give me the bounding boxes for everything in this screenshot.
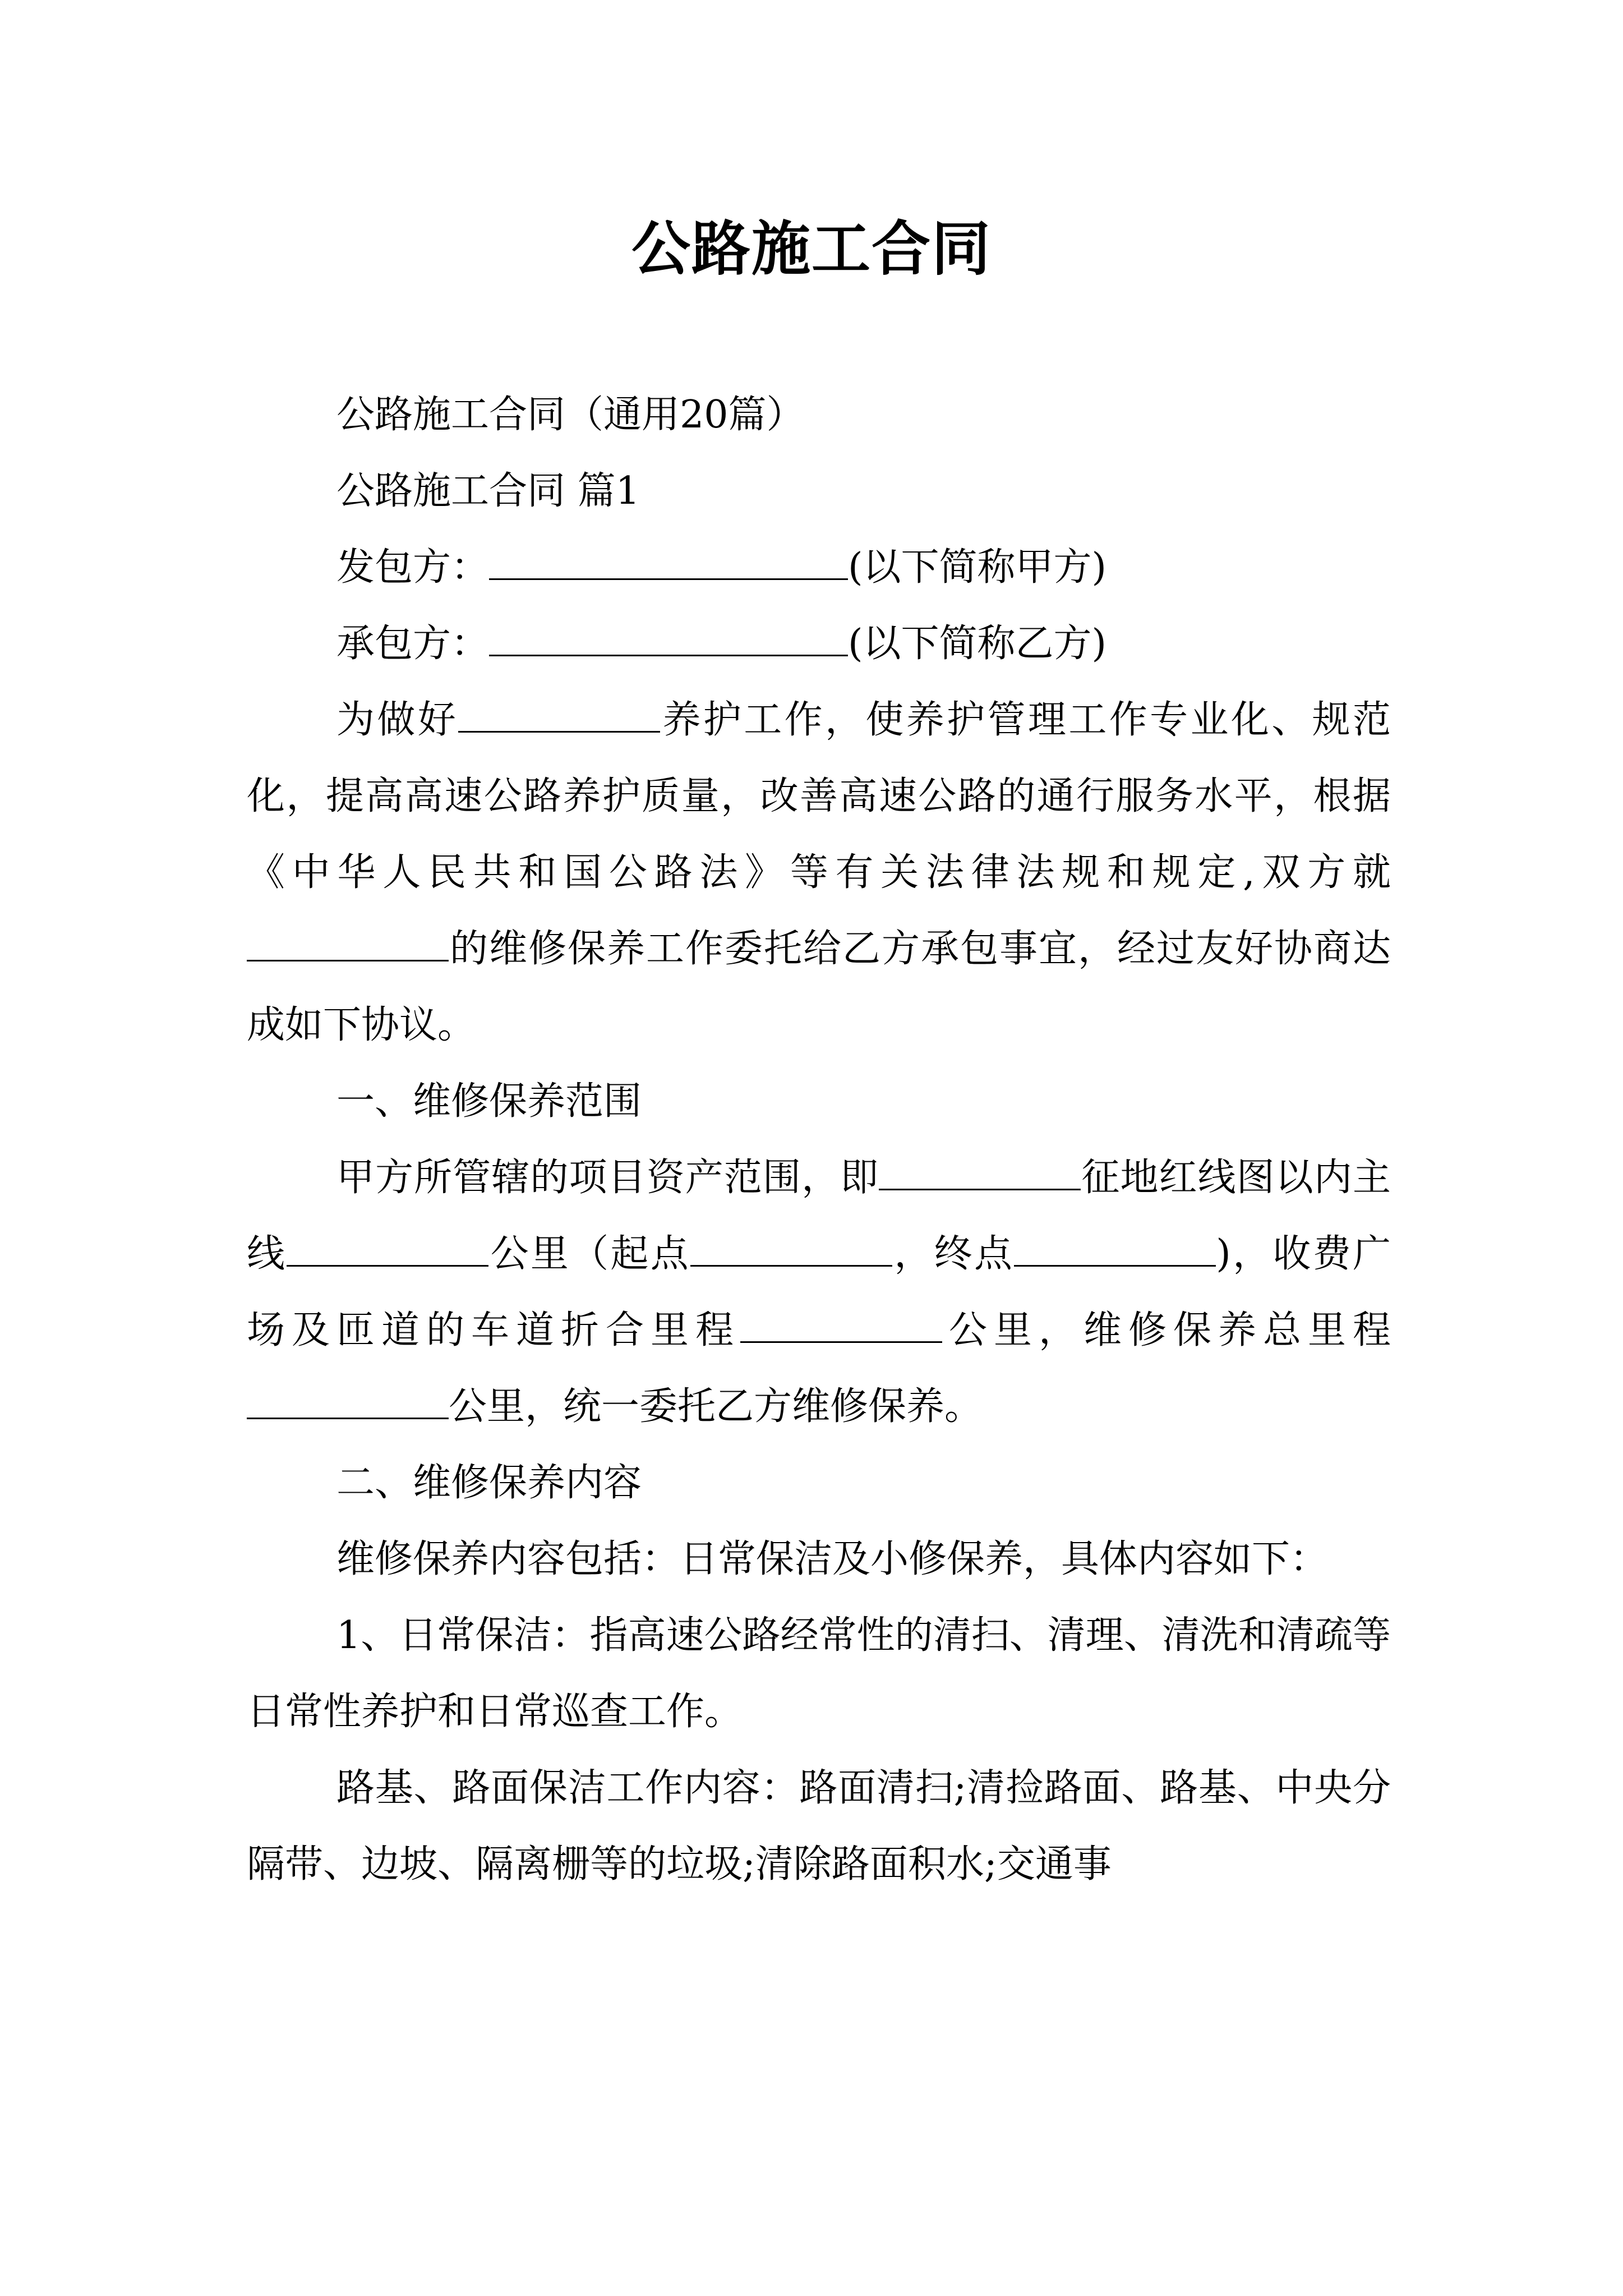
party-b-label: 承包方： [336, 622, 490, 666]
party-a-line [247, 530, 1391, 606]
scope-paragraph [247, 1140, 1391, 1445]
section-1-heading: 一、维修保养范围 [336, 1079, 642, 1124]
scope-text-6: 公里，维修保养总里程 [942, 1308, 1391, 1352]
party-a-note: (以下简称甲方) [848, 545, 1107, 590]
scope-blank-5 [740, 1303, 942, 1343]
intro-text-1: 为做好 [336, 698, 459, 742]
party-a-blank [489, 540, 848, 580]
scope-text-3: 公里（起点 [488, 1232, 691, 1276]
scope-blank-1 [879, 1151, 1081, 1190]
scope-blank-2 [287, 1227, 488, 1267]
part-heading: 公路施工合同 篇1 [336, 469, 640, 513]
document-body [247, 377, 1391, 1903]
item-1-paragraph: 1、日常保洁：指高速公路经常性的清扫、清理、清洗和清疏等日常性养护和日常巡查工作。 [247, 1613, 1391, 1734]
party-b-line [247, 606, 1391, 682]
scope-text-4: ，终点 [892, 1232, 1015, 1276]
scope-text-7: 公里，统一委托乙方维修保养。 [449, 1384, 983, 1429]
intro-blank-1 [458, 693, 660, 733]
intro-blank-2 [247, 922, 449, 961]
intro-text-2: 养护工作，使养护管理工作专业化、规范化，提高高速公路养护质量，改善高速公路的通行服务水平，根据《中华人民共和国公路法》等有关法律法规和规定,双方就 [247, 698, 1391, 895]
document-title: 公路施工合同 [631, 214, 992, 283]
party-b-blank [489, 616, 848, 656]
scope-blank-3 [690, 1227, 892, 1267]
party-a-label: 发包方： [336, 545, 490, 590]
item-2-paragraph: 路基、路面保洁工作内容：路面清扫;清捡路面、路基、中央分隔带、边坡、隔离栅等的垃圾;清除路面积水;交通事 [247, 1766, 1391, 1887]
intro-paragraph [247, 682, 1391, 1064]
subtitle-line: 公路施工合同（通用20篇） [336, 393, 805, 437]
scope-blank-6 [247, 1379, 449, 1419]
scope-text-2: 征地红线图以内主线 [247, 1156, 1391, 1276]
scope-text-1: 甲方所管辖的项目资产范围，即 [336, 1156, 879, 1200]
scope-text-5: )，收费广场及匝道的车道折合里程 [247, 1232, 1391, 1352]
party-b-note: (以下简称乙方) [848, 622, 1107, 666]
scope-blank-4 [1014, 1227, 1216, 1267]
content-intro: 维修保养内容包括：日常保洁及小修保养，具体内容如下： [336, 1537, 1329, 1581]
intro-text-3: 的维修保养工作委托给乙方承包事宜，经过友好协商达成如下协议。 [247, 927, 1391, 1047]
section-2-heading: 二、维修保养内容 [336, 1461, 642, 1505]
